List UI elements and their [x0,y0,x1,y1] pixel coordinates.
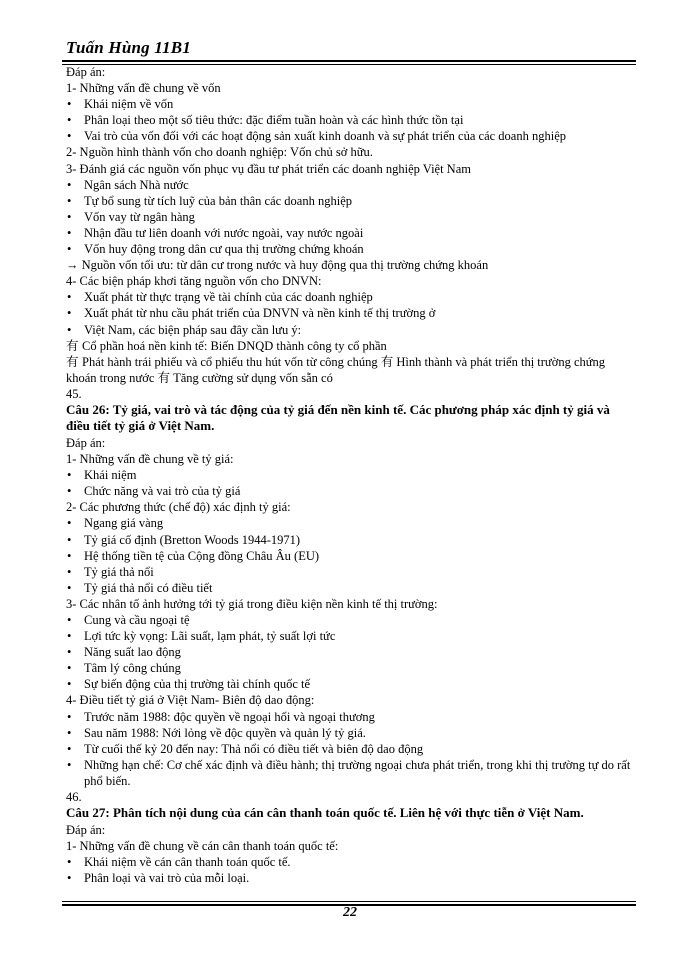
text-line: 2- Các phương thức (chế độ) xác định tỷ giá: [66,500,291,515]
bullet-icon: • [67,193,72,208]
bullet-icon: • [67,225,72,240]
bullet-text: Chức năng và vai trò của tỷ giá [84,484,241,499]
text-line: 2- Nguồn hình thành vốn cho doanh nghiệp: Vốn chủ sở hữu. [66,145,373,160]
text-line: 46. [66,790,82,805]
bullet-icon: • [67,306,72,321]
bullet-item [66,741,636,757]
bullet-item [66,193,636,209]
question-heading: Câu 27: Phân tích nội dung của cán cân thanh toán quốc tế. Liên hệ với thực tiễn ở Việt Nam. [66,805,584,821]
bullet-text: Những hạn chế: Cơ chế xác định và điều hành; thị trường ngoại chưa phát triển, trong khi thị trường tự do rất phổ biến. [84,757,631,788]
bullet-item [66,322,636,338]
bullet-text: Sau năm 1988: Nới lỏng về độc quyền và quản lý tỷ giá. [84,725,366,740]
bullet-icon: • [67,468,72,483]
bullet-item [66,209,636,225]
bullet-text: Khái niệm về vốn [84,97,174,112]
page-number: 22 [343,905,357,920]
text-line: 1- Những vấn đề chung về cán cân thanh toán quốc tế: [66,838,339,853]
bullet-item [66,483,636,499]
sub-bullet-icon: 有 [66,354,79,369]
bullet-icon: • [67,209,72,224]
bullet-item [66,177,636,193]
bullet-icon: • [67,870,72,885]
bullet-item [66,644,636,660]
footer-rule-thin [62,901,636,902]
bullet-icon: • [67,580,72,595]
text-line: 4- Điều tiết tỷ giá ở Việt Nam- Biên độ dao động: [66,693,315,708]
bullet-text: Tỷ giá cố định (Bretton Woods 1944-1971) [84,532,301,547]
bullet-item [66,532,636,548]
page-header-title: Tuấn Hùng 11B1 [66,38,191,57]
bullet-item [66,709,636,725]
bullet-icon: • [67,741,72,756]
bullet-icon: • [67,242,72,257]
bullet-text: Trước năm 1988: độc quyền về ngoại hối và ngoại thương [84,709,375,724]
bullet-icon: • [67,709,72,724]
sub-item [66,354,636,386]
bullet-icon: • [67,113,72,128]
text-line: 4- Các biện pháp khơi tăng nguồn vốn cho DNVN: [66,274,322,289]
bullet-text: Hệ thống tiền tệ của Cộng đồng Châu Âu (EU) [84,548,320,563]
bullet-icon: • [67,177,72,192]
bullet-item [66,467,636,483]
text-line: 1- Những vấn đề chung về vốn [66,81,221,96]
bullet-icon: • [67,725,72,740]
bullet-item [66,112,636,128]
bullet-item [66,128,636,144]
bullet-icon: • [67,757,72,772]
header-rule-thick [62,60,636,62]
bullet-text: Cung và cầu ngoại tệ [84,613,190,627]
bullet-item [66,241,636,257]
bullet-text: Tỷ giá thả nổi [84,564,154,579]
bullet-icon: • [67,629,72,644]
bullet-icon: • [67,129,72,144]
bullet-icon: • [67,548,72,563]
bullet-text: Tự bổ sung từ tích luỹ của bản thân các doanh nghiệp [84,193,352,208]
bullet-text: Phân loại theo một số tiêu thức: đặc điểm tuần hoàn và các hình thức tồn tại [84,113,464,128]
bullet-item [66,96,636,112]
bullet-text: Vai trò của vốn đối với các hoạt động sản xuất kinh doanh và sự phát triển của các doanh nghiệp [84,129,566,144]
bullet-icon: • [67,564,72,579]
text-line: 1- Những vấn đề chung về tỷ giá: [66,452,234,467]
sub-item-text: Phát hành trái phiếu và cổ phiếu thu hút vốn từ công chúng 有 Hình thành và phát triển thị trường chứng khoán trong nước 有 Tăng cường sử dụng vốn sẵn có [66,354,606,385]
bullet-icon: • [67,645,72,660]
bullet-text: Phân loại và vai trò của mỗi loại. [84,870,250,885]
bullet-item [66,564,636,580]
bullet-icon: • [67,532,72,547]
bullet-item [66,305,636,321]
bullet-text: Từ cuối thế kỷ 20 đến nay: Thả nổi có điều tiết và biên độ dao động [84,741,424,756]
bullet-icon: • [67,484,72,499]
bullet-icon: • [67,661,72,676]
bullet-item [66,580,636,596]
bullet-item [66,628,636,644]
bullet-item [66,676,636,692]
bullet-text: Ngân sách Nhà nước [84,177,189,192]
text-line: 3- Các nhân tố ảnh hưởng tới tỷ giá trong điều kiện nền kinh tế thị trường: [66,596,438,611]
sub-item [66,338,636,354]
bullet-text: Năng suất lao động [84,645,181,660]
bullet-icon: • [67,613,72,627]
bullet-text: Xuất phát từ thực trạng về tài chính của các doanh nghiệp [84,290,373,305]
bullet-icon: • [67,516,72,531]
bullet-icon: • [67,290,72,305]
bullet-item [66,612,636,628]
bullet-item [66,515,636,531]
bullet-icon: • [67,322,72,337]
bullet-text: Nhận đầu tư liên doanh với nước ngoài, vay nước ngoài [84,225,364,240]
bullet-text: Ngang giá vàng [84,516,164,531]
bullet-text: Tâm lý công chúng [84,661,181,676]
bullet-text: Khái niệm về cán cân thanh toán quốc tế. [84,854,291,869]
bullet-icon: • [67,677,72,692]
bullet-text: Vốn huy động trong dân cư qua thị trường chứng khoán [84,242,364,257]
sub-bullet-icon: 有 [66,338,79,353]
bullet-item [66,854,636,870]
bullet-icon: • [67,854,72,869]
text-line: 45. [66,386,82,401]
bullet-item [66,289,636,305]
bullet-item [66,757,636,789]
question-heading: Câu 26: Tỷ giá, vai trò và tác động của tỷ giá đến nền kinh tế. Các phương pháp xác định tỷ giá và điều tiết tỷ giá ở Việt Nam. [66,401,610,434]
bullet-text: Xuất phát từ nhu cầu phát triển của DNVN và nền kinh tế thị trường ở [84,306,436,321]
bullet-icon: • [67,97,72,112]
bullet-item [66,548,636,564]
document-body [66,64,636,886]
bullet-text: Sự biến động của thị trường tài chính quốc tế [84,677,311,692]
bullet-item [66,225,636,241]
bullet-item [66,660,636,676]
text-line: Đáp án: [66,822,106,837]
bullet-text: Lợi tức kỳ vọng: Lãi suất, lạm phát, tỷ suất lợi tức [84,629,336,644]
text-line: Đáp án: [66,65,106,79]
bullet-item [66,870,636,886]
bullet-text: Khái niệm [84,468,137,483]
bullet-item [66,725,636,741]
bullet-text: Việt Nam, các biện pháp sau đây cần lưu ý: [84,322,302,337]
text-line: 3- Đánh giá các nguồn vốn phục vụ đầu tư phát triển các doanh nghiệp Việt Nam [66,161,471,176]
text-line: Đáp án: [66,435,106,450]
arrow-conclusion: → Nguồn vốn tối ưu: từ dân cư trong nước và huy động qua thị trường chứng khoán [66,258,489,273]
sub-item-text: Cổ phần hoá nền kinh tế: Biến DNQD thành công ty cổ phần [82,338,387,353]
bullet-text: Vốn vay từ ngân hàng [84,209,195,224]
bullet-text: Tỷ giá thả nổi có điều tiết [84,580,213,595]
